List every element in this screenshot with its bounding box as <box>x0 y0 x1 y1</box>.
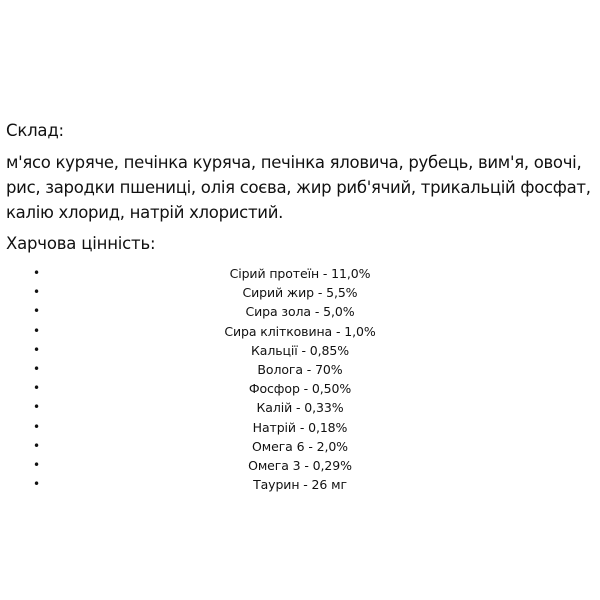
composition-text: м'ясо куряче, печінка куряча, печінка яловича, рубець, вим'я, овочі, рис, зародки пшениці, олія соєва, жир риб'ячий, трикальцій фосфат, калію хлорид, натрій хлористий. <box>6 153 591 222</box>
bullet-icon: • <box>33 361 40 376</box>
nutrition-list <box>6 264 594 494</box>
list-item <box>6 418 594 437</box>
nutrition-value: Натрій - 0,18% <box>252 419 348 435</box>
list-item <box>6 341 594 360</box>
bullet-icon: • <box>33 400 40 415</box>
bullet-icon: • <box>33 323 40 338</box>
list-item <box>6 302 594 321</box>
nutrition-heading: Харчова цінність: <box>6 234 156 253</box>
nutrition-value: Сірий протеїн - 11,0% <box>229 266 371 281</box>
nutrition-value: Омега 3 - 0,29% <box>248 457 352 473</box>
list-item <box>6 360 594 379</box>
nutrition-value: Таурин - 26 мг <box>253 477 347 493</box>
nutrition-value: Кальції - 0,85% <box>250 342 349 358</box>
bullet-icon: • <box>33 285 40 300</box>
nutrition-value: Калій - 0,33% <box>256 400 344 416</box>
bullet-icon: • <box>33 342 40 357</box>
list-item <box>6 456 594 475</box>
bullet-icon: • <box>33 457 40 472</box>
composition-heading: Склад: <box>6 121 64 140</box>
list-item <box>6 283 594 302</box>
nutrition-value: Сира клітковина - 1,0% <box>224 323 376 339</box>
bullet-icon: • <box>33 438 40 453</box>
list-item <box>6 398 594 417</box>
nutrition-value: Сира зола - 5,0% <box>245 304 355 320</box>
nutrition-value: Волога - 70% <box>257 361 343 377</box>
list-item <box>6 264 594 283</box>
bullet-icon: • <box>33 266 40 280</box>
product-description <box>6 120 594 494</box>
bullet-icon: • <box>33 381 40 396</box>
bullet-icon: • <box>33 477 40 492</box>
bullet-icon: • <box>33 304 40 319</box>
nutrition-value: Сирий жир - 5,5% <box>242 285 358 301</box>
list-item <box>6 322 594 341</box>
list-item <box>6 437 594 456</box>
nutrition-value: Омега 6 - 2,0% <box>252 438 348 454</box>
nutrition-value: Фосфор - 0,50% <box>248 381 352 397</box>
bullet-icon: • <box>33 419 40 434</box>
list-item <box>6 475 594 494</box>
list-item <box>6 379 594 398</box>
